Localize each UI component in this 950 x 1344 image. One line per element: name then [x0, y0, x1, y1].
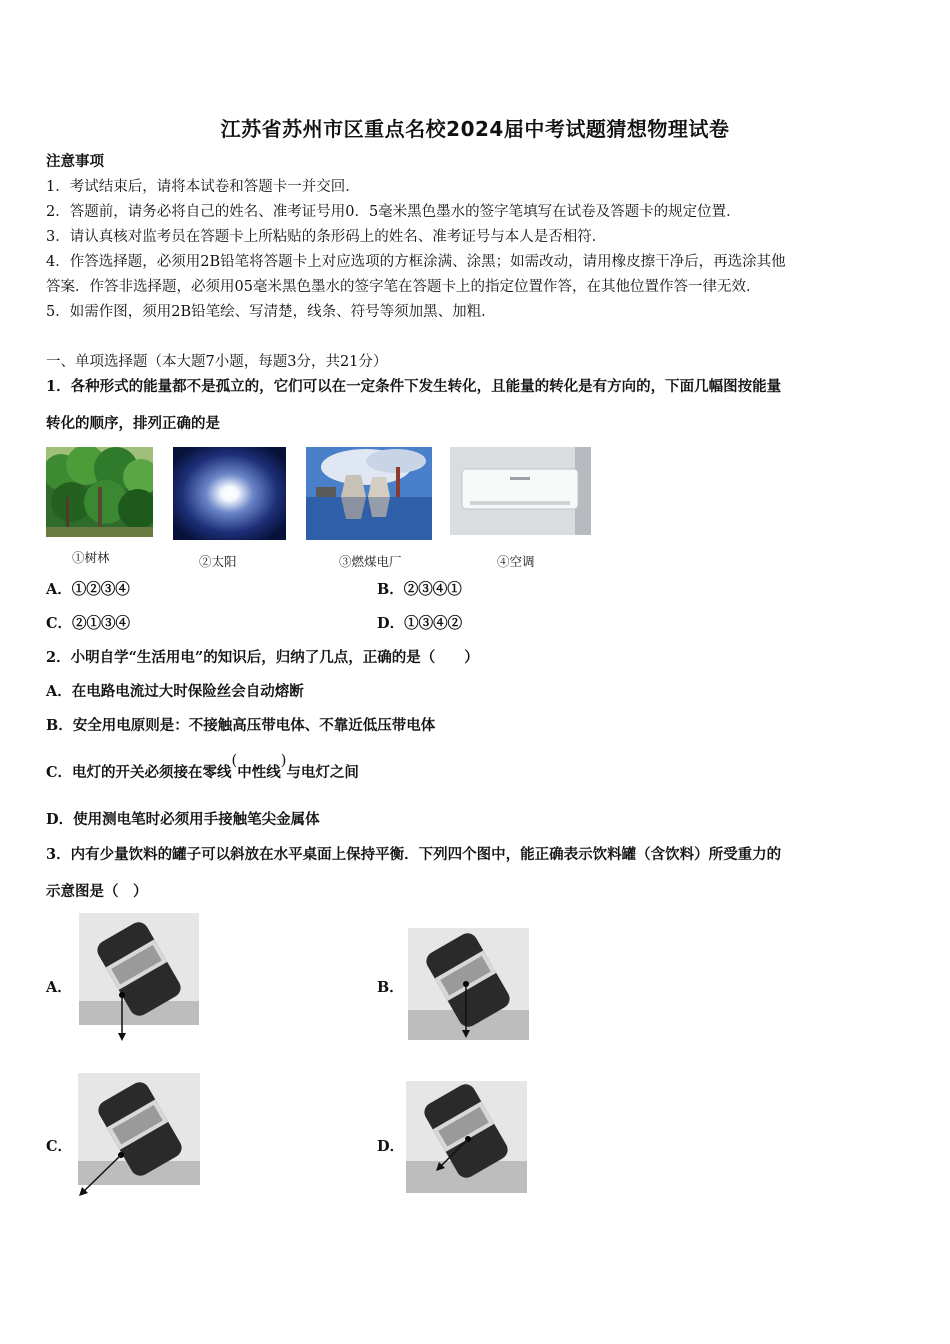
forest-image: [46, 447, 153, 537]
q3-stem: 3．内有少量饮料的罐子可以斜放在水平桌面上保持平衡．下列四个图中，能正确表示饮料罐（含饮料）所受重力的: [46, 846, 782, 863]
q1-option-b[interactable]: B．②③④①: [377, 581, 462, 598]
q3-option-b-image[interactable]: [408, 928, 529, 1040]
page-title: 江苏省苏州市区重点名校2024届中考试题猜想物理试卷: [220, 117, 730, 141]
q2-option-c[interactable]: [46, 753, 359, 783]
notice-item: 2．答题前，请务必将自己的姓名、准考证号用0．5毫米黑色墨水的签字笔填写在试卷及答题卡的规定位置．: [46, 204, 741, 220]
q3-option-d-label[interactable]: D．: [377, 1138, 405, 1155]
q3-option-b-label[interactable]: B．: [377, 979, 404, 996]
q2-option-d[interactable]: D．使用测电笔时必须用手接触笔尖金属体: [46, 811, 320, 828]
caption-power-plant: ③燃煤电厂: [339, 554, 402, 569]
caption-forest: ①树林: [72, 550, 110, 565]
q2-option-c-tail: 与电灯之间: [286, 764, 359, 781]
paren-open: (: [231, 753, 238, 769]
notice-heading: 注意事项: [46, 153, 104, 170]
notice-item: 答案．作答非选择题，必须用05毫米黑色墨水的签字笔在答题卡上的指定位置作答，在其他位置作答一律无效．: [46, 279, 761, 295]
air-conditioner-image: [450, 447, 591, 535]
q2-option-a[interactable]: A．在电路电流过大时保险丝会自动熔断: [46, 683, 304, 700]
q2-option-b[interactable]: B．安全用电原则是：不接触高压带电体、不靠近低压带电体: [46, 717, 436, 734]
q2-option-c-text: C．电灯的开关必须接在零线: [46, 764, 232, 781]
notice-item: 1．考试结束后，请将本试卷和答题卡一并交回．: [46, 179, 360, 195]
notice-item: 3．请认真核对监考员在答题卡上所粘贴的条形码上的姓名、准考证号与本人是否相符．: [46, 229, 607, 245]
q3-option-a-label[interactable]: A．: [46, 979, 72, 996]
caption-sun: ②太阳: [199, 554, 237, 569]
q1-stem: 1．各种形式的能量都不是孤立的，它们可以在一定条件下发生转化，且能量的转化是有方向的，下面几幅图按能量: [46, 378, 782, 395]
q2-stem: 2．小明自学“生活用电”的知识后，归纳了几点，正确的是（ ）: [46, 649, 479, 666]
power-plant-image: [306, 447, 432, 540]
q3-option-a-image[interactable]: [79, 913, 199, 1043]
notice-item: 4．作答选择题，必须用2B铅笔将答题卡上对应选项的方框涂满、涂黑；如需改动，请用橡皮擦干净后，再选涂其他: [46, 254, 786, 270]
q3-option-d-image[interactable]: [406, 1081, 527, 1193]
q1-option-d[interactable]: D．①③④②: [377, 615, 463, 632]
q3-option-c-label[interactable]: C．: [46, 1138, 73, 1155]
sun-image: [173, 447, 286, 540]
q1-option-a[interactable]: A．①②③④: [46, 581, 130, 598]
q2-option-c-mid: 中性线: [237, 764, 281, 781]
q3-stem-cont: 示意图是（ ）: [46, 883, 148, 900]
q3-option-c-image[interactable]: [76, 1073, 200, 1198]
notice-item: 5．如需作图，须用2B铅笔绘、写清楚，线条、符号等须加黑、加粗．: [46, 304, 496, 320]
q1-stem-cont: 转化的顺序，排列正确的是: [46, 415, 220, 432]
caption-air-conditioner: ④空调: [497, 554, 535, 569]
q1-option-c[interactable]: C．②①③④: [46, 615, 131, 632]
paren-close: ): [280, 753, 287, 769]
section-heading: 一、单项选择题（本大题7小题，每题3分，共21分）: [46, 354, 388, 370]
